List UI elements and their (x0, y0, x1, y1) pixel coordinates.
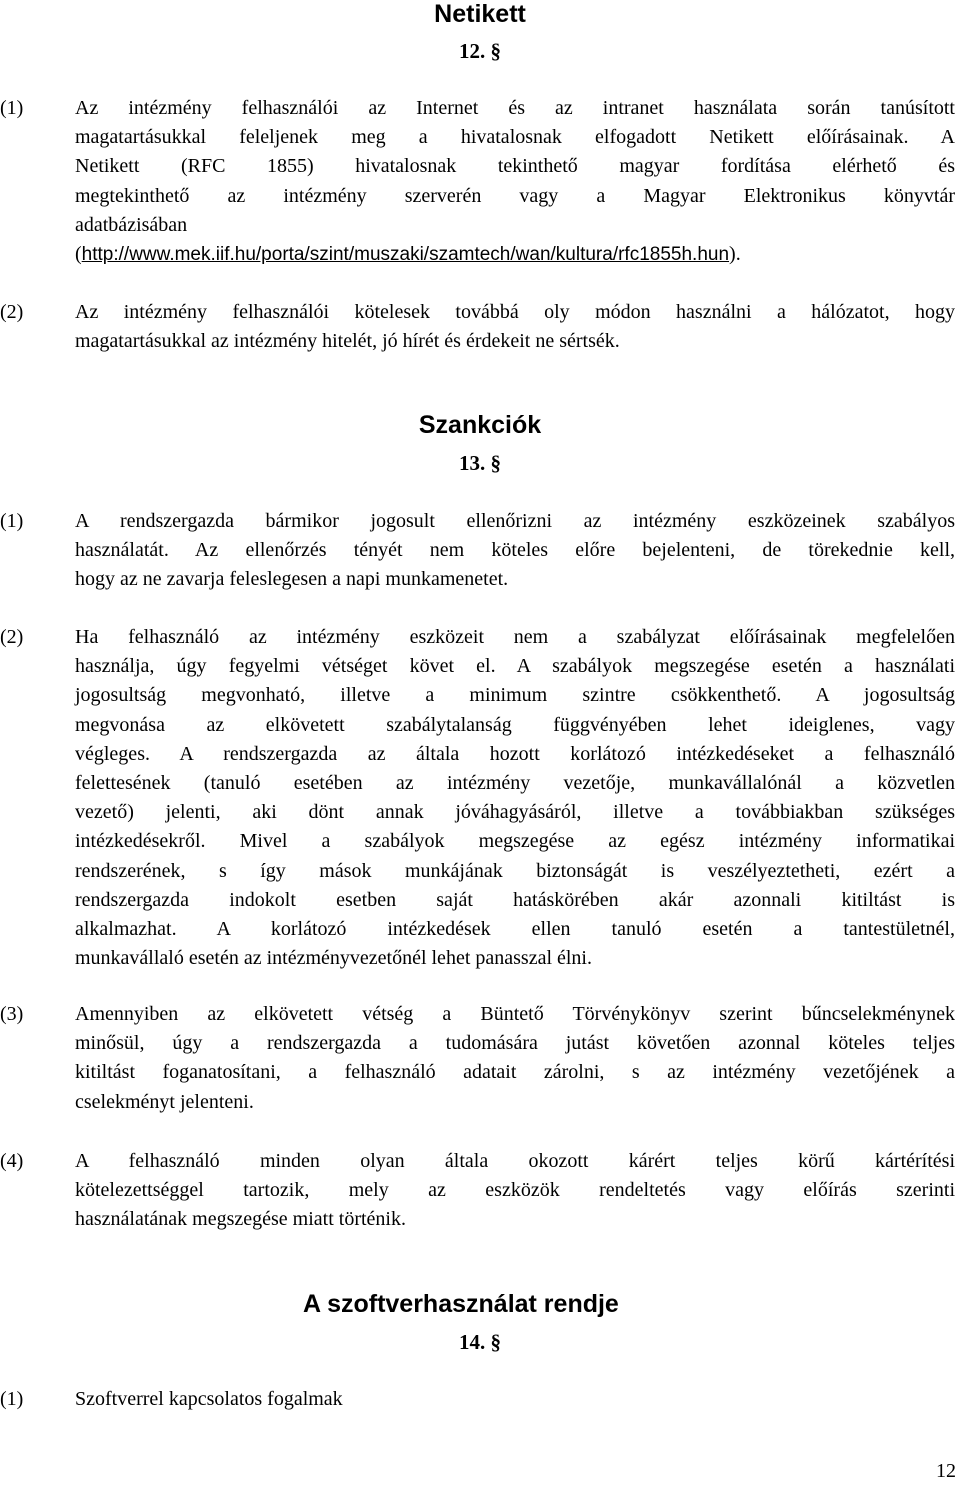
paragraph-line: megvonása az elkövetett szabálytalanság függvényében lehet ideiglenes, vagy (75, 713, 955, 736)
paragraph-line: Az intézmény felhasználói kötelesek továbbá oly módon használni a hálózatot, hogy (75, 301, 955, 323)
paragraph-line: magatartásukkal az intézmény hitelét, jó hírét és érdekeit ne sértsék. (75, 330, 620, 353)
paragraph-line: megtekinthető az intézmény szerverén vagy a Magyar Elektronikus könyvtár (75, 184, 955, 207)
paragraph-13-1 (0, 507, 960, 595)
paragraph-line: Az intézmény felhasználói az Internet és az intranet használata során tanúsított (75, 97, 955, 119)
rfc1855-link[interactable]: http://www.mek.iif.hu/porta/szint/muszaki/szamtech/wan/kultura/rfc1855h.hun (81, 244, 730, 266)
paragraph-line: használatát. Az ellenőrzés tényét nem köteles előre bejelenteni, de törekednie kell, (75, 539, 955, 562)
paragraph-line: minősül, úgy a rendszergazda a tudomására jutást követően azonnal köteles teljes (75, 1032, 955, 1055)
section-title-netikett: Netikett (434, 0, 526, 28)
paragraph-line: intézkedésekről. Mivel a szabályok megszegése az egész intézmény informatikai (75, 830, 955, 853)
paragraph-line: Amennyiben az elkövetett vétség a Büntető Törvénykönyv szerint bűncselekménynek (75, 1003, 955, 1025)
paragraph-line: kötelezettséggel tartozik, mely az eszközök rendeltetés vagy előírás szerinti (75, 1179, 955, 1202)
paragraph-13-4 (0, 1147, 960, 1235)
paragraph-line: Netikett (RFC 1855) hivatalosnak tekinthető magyar fordítása elérhető és (75, 155, 955, 178)
paragraph-line: jogosultság megvonható, illetve a minimum szintre csökkenthető. A jogosultság (75, 684, 955, 707)
paragraph-line: rendszergazda indokolt esetben saját hatáskörében akár azonnali kitiltást is (75, 888, 955, 911)
paragraph-line: adatbázisában (75, 213, 188, 236)
paragraph-12-1 (0, 94, 960, 269)
section-title-szankciok: Szankciók (418, 411, 542, 439)
paragraph-line: hogy az ne zavarja feleslegesen a napi munkamenetet. (75, 568, 509, 591)
paragraph-line: kitiltást foganatosítani, a felhasználó adatait zárolni, s az intézmény vezetőjének a (75, 1061, 955, 1084)
paragraph-12-2 (0, 298, 960, 356)
paragraph-number: (1) (0, 510, 24, 532)
link-line (75, 240, 955, 269)
paragraph-14-1 (0, 1385, 960, 1414)
section-number-14: 14. § (459, 1330, 501, 1354)
paragraph-line: A felhasználó minden olyan általa okozott kárért teljes körű kártérítési (75, 1150, 955, 1172)
paragraph-13-2 (0, 623, 960, 973)
paragraph-line: alkalmazhat. A korlátozó intézkedések ellen tanuló esetén a tantestületnél, (75, 918, 955, 941)
paragraph-line: felettesének (tanuló esetében az intézmény vezetője, munkavállalónál a közvetlen (75, 772, 955, 795)
link-suffix: ). (729, 243, 741, 266)
paragraph-number: (2) (0, 626, 24, 648)
paragraph-line: használja, úgy fegyelmi vétséget követ el. A szabályok megszegése esetén a használati (75, 655, 955, 678)
paragraph-number: (3) (0, 1003, 24, 1025)
paragraph-line: cselekményt jelenteni. (75, 1090, 254, 1113)
section-number-13: 13. § (459, 451, 501, 475)
paragraph-number: (1) (0, 1388, 24, 1410)
paragraph-line: rendszerének, s így mások munkájának biztonságát is veszélyeztetheti, ezért a (75, 859, 955, 882)
paragraph-line: Ha felhasználó az intézmény eszközeit nem a szabályzat előírásainak megfelelően (75, 626, 955, 648)
paragraph-line: használatának megszegése miatt történik. (75, 1208, 406, 1231)
paragraph-line: A rendszergazda bármikor jogosult ellenőrizni az intézmény eszközeinek szabályos (75, 510, 955, 532)
paragraph-line: munkavállaló esetén az intézményvezetőnél lehet panasszal élni. (75, 947, 592, 970)
paragraph-line: Szoftverrel kapcsolatos fogalmak (75, 1388, 343, 1410)
link-prefix: ( (75, 243, 82, 266)
paragraph-number: (4) (0, 1150, 24, 1172)
paragraph-number: (2) (0, 301, 24, 323)
paragraph-line: végleges. A rendszergazda az általa hozott korlátozó intézkedéseket a felhasználó (75, 742, 955, 765)
paragraph-13-3 (0, 1000, 960, 1117)
page-number: 12 (936, 1460, 956, 1482)
paragraph-line: magatartásukkal feleljenek meg a hivatalosnak elfogadott Netikett előírásainak. A (75, 126, 955, 149)
paragraph-line: vezető) jelenti, aki dönt annak jóváhagyásáról, illetve a továbbiakban szükséges (75, 801, 955, 824)
section-title-szoftverhasznalat: A szoftverhasználat rendje (303, 1290, 619, 1318)
paragraph-number: (1) (0, 97, 24, 119)
section-number-12: 12. § (459, 39, 501, 63)
